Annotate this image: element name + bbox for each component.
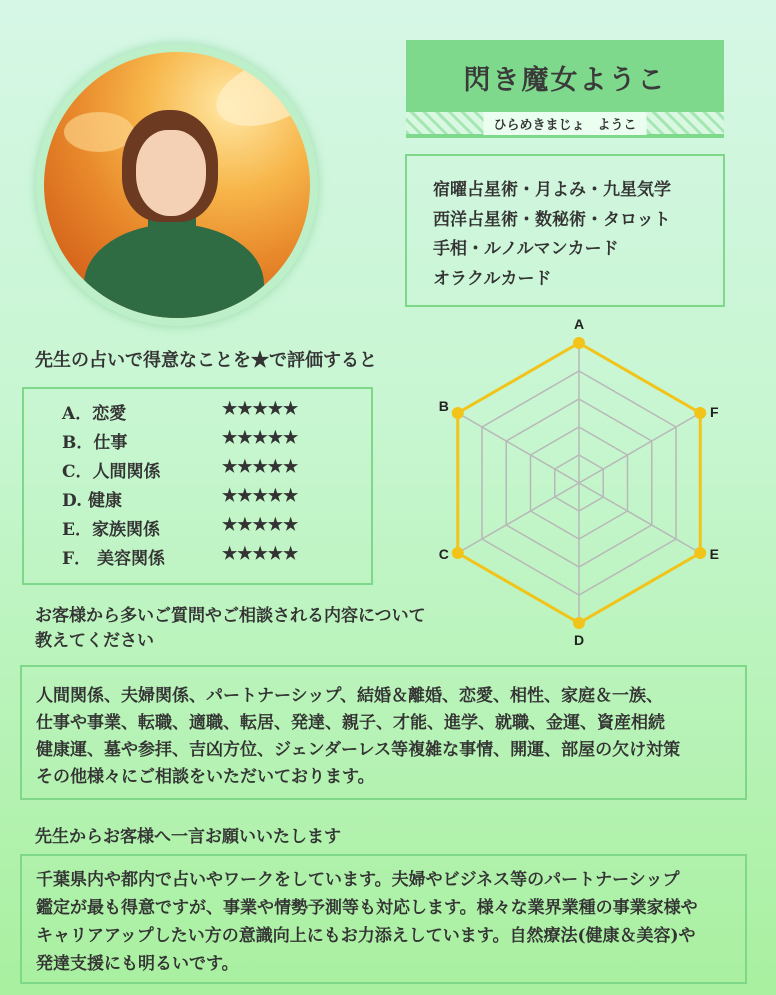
rating-row — [24, 428, 371, 457]
rating-title: 先生の占いで得意なことを★で評価すると — [35, 350, 377, 371]
radar-point — [694, 407, 706, 419]
radar-spoke — [579, 483, 700, 553]
rating-row — [24, 544, 371, 573]
specialties-box — [405, 154, 725, 307]
message-line: キャリアアップしたい方の意識向上にもお力添えしています。自然療法(健康＆美容)や — [36, 926, 696, 946]
rating-box — [22, 387, 373, 585]
radar-point — [573, 337, 585, 349]
consultation-title — [35, 604, 465, 654]
rating-label: D. 健康 — [62, 491, 122, 511]
radar-axis-label: B — [438, 398, 449, 414]
rating-stars: ★★★★★ — [222, 515, 299, 535]
rating-row — [24, 486, 371, 515]
consultation-box — [20, 665, 747, 800]
photo-person-face — [136, 130, 206, 216]
radar-point — [452, 547, 464, 559]
specialty-line: 西洋占星術・数秘術・タロット — [433, 209, 671, 230]
rating-stars: ★★★★★ — [222, 457, 299, 477]
rating-label: F． 美容関係 — [62, 549, 165, 569]
rating-row — [24, 457, 371, 486]
message-line: 千葉県内や都内で占いやワークをしています。夫婦やビジネス等のパートナーシップ — [36, 870, 680, 890]
rating-label: B．仕事 — [62, 433, 128, 453]
radar-axis-label: F — [709, 404, 719, 420]
fortune-teller-yomi: ひらめきまじょ ようこ — [483, 112, 646, 135]
photo-background-glow — [207, 52, 310, 139]
radar-chart — [412, 318, 762, 648]
radar-point — [452, 407, 464, 419]
radar-point — [573, 617, 585, 629]
rating-label: C．人間関係 — [62, 462, 161, 482]
rating-label: A．恋愛 — [62, 404, 127, 424]
consultation-title-line: 教えてください — [35, 631, 154, 651]
rating-row — [24, 399, 371, 428]
profile-photo — [44, 52, 310, 318]
radar-axis-label: E — [709, 546, 719, 562]
consultation-title-line: お客様から多いご質問やご相談される内容について — [35, 606, 426, 626]
message-line: 発達支援にも明るいです。 — [36, 954, 239, 974]
rating-label: E．家族関係 — [62, 520, 160, 540]
consultation-line: その他様々にご相談をいただいております。 — [36, 767, 375, 787]
radar-axis-label: C — [438, 546, 449, 562]
consultation-line: 人間関係、夫婦関係、パートナーシップ、結婚＆離婚、恋愛、相性、家庭＆一族、 — [36, 686, 663, 706]
rating-row — [24, 515, 371, 544]
rating-stars: ★★★★★ — [222, 428, 299, 448]
rating-stars: ★★★★★ — [222, 486, 299, 506]
radar-spoke — [458, 483, 579, 553]
consultation-line: 仕事や事業、転職、適職、転居、発達、親子、才能、進学、就職、金運、資産相続 — [36, 713, 665, 733]
radar-spoke — [458, 413, 579, 483]
radar-axis-label: D — [573, 632, 585, 648]
message-title: 先生からお客様へ一言お願いいたします — [35, 827, 341, 847]
specialty-line: オラクルカード — [433, 268, 552, 289]
radar-point — [694, 547, 706, 559]
name-banner — [406, 40, 724, 138]
rating-stars: ★★★★★ — [222, 399, 299, 419]
message-box — [20, 854, 747, 984]
specialty-line: 手相・ルノルマンカード — [433, 239, 619, 259]
specialty-line: 宿曜占星術・月よみ・九星気学 — [433, 180, 671, 200]
consultation-line: 健康運、墓や参拝、吉凶方位、ジェンダーレス等複雑な事情、開運、部屋の欠け対策 — [36, 740, 681, 760]
fortune-teller-name: 閃き魔女ようこ — [463, 65, 667, 96]
radar-axis-label: A — [573, 318, 585, 332]
message-line: 鑑定が最も得意ですが、事業や情勢予測等も対応します。様々な業界業種の事業家様や — [36, 898, 698, 918]
rating-stars: ★★★★★ — [222, 544, 299, 564]
radar-spoke — [579, 413, 700, 483]
